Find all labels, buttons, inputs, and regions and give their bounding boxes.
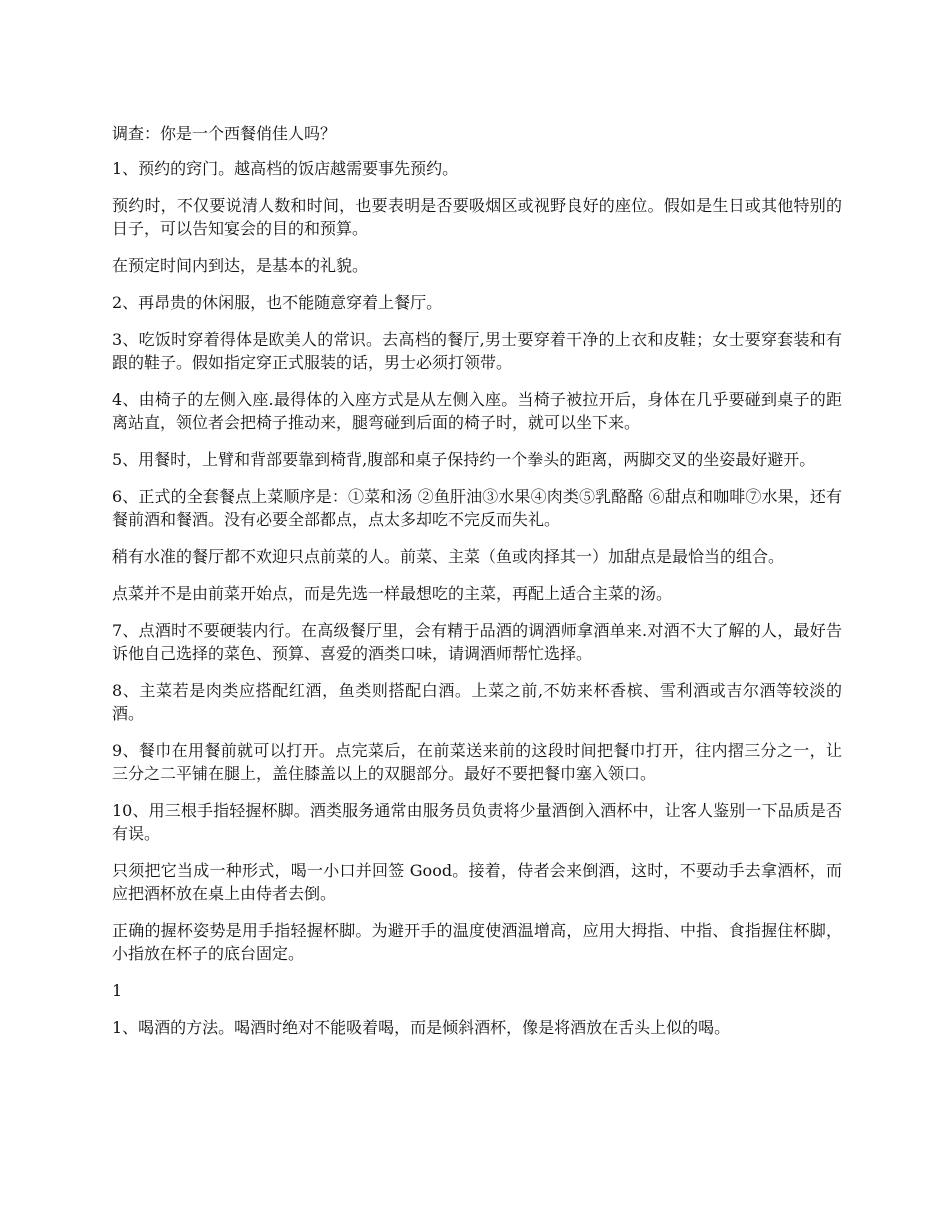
paragraph-wine-ordering: 7、点酒时不要硬装内行。在高级餐厅里，会有精于品酒的调酒师拿酒单来.对酒不大了解的人，最好告诉他自己选择的菜色、预算、喜爱的酒类口味，请调酒师帮忙选择。 <box>112 621 842 663</box>
paragraph-dress-code: 3、吃饭时穿着得体是欧美人的常识。去高档的餐厅,男士要穿着干净的上衣和皮鞋；女士要穿套装和有跟的鞋子。假如指定穿正式服装的话，男士必须打领带。 <box>112 330 842 372</box>
paragraph-section-number: 1 <box>112 981 123 1000</box>
paragraph-ordering-main: 点菜并不是由前菜开始点，而是先选一样最想吃的主菜，再配上适合主菜的汤。 <box>112 584 673 603</box>
paragraph-drinking-method: 1、喝酒的方法。喝酒时绝对不能吸着喝，而是倾斜酒杯，像是将酒放在舌头上似的喝。 <box>112 1018 731 1037</box>
paragraph-glass-holding: 10、用三根手指轻握杯脚。酒类服务通常由服务员负责将少量酒倒入酒杯中，让客人鉴别一下品质是否有误。 <box>112 801 842 843</box>
paragraph-napkin: 9、餐巾在用餐前就可以打开。点完菜后，在前菜送来前的这段时间把餐巾打开，往内摺三分之一，让三分之二平铺在腿上，盖住膝盖以上的双腿部分。最好不要把餐巾塞入领口。 <box>112 741 842 783</box>
paragraph-course-order: 6、正式的全套餐点上菜顺序是：①菜和汤 ②鱼肝油③水果④肉类⑤乳酪酪 ⑥甜点和咖啡⑦水果，还有餐前酒和餐酒。没有必要全部都点，点太多却吃不完反而失礼。 <box>112 487 842 529</box>
paragraph-reservation-details: 预约时，不仅要说清人数和时间，也要表明是否要吸烟区或视野良好的座位。假如是生日或其他特别的日子，可以告知宴会的目的和预算。 <box>112 196 842 238</box>
paragraph-arrive-on-time: 在预定时间内到达，是基本的礼貌。 <box>112 256 369 275</box>
paragraph-casual-wear: 2、再昂贵的休闲服，也不能随意穿着上餐厅。 <box>112 293 443 312</box>
paragraph-grip-posture: 正确的握杯姿势是用手指轻握杯脚。为避开手的温度使酒温增高，应用大拇指、中指、食指握住杯脚，小指放在杯子的底台固定。 <box>112 921 842 963</box>
document-title: 调查：你是一个西餐俏佳人吗？ <box>112 124 337 143</box>
document-body <box>112 122 842 1053</box>
paragraph-ordering-combo: 稍有水准的餐厅都不欢迎只点前菜的人。前菜、主菜（鱼或肉择其一）加甜点是最恰当的组合。 <box>112 547 785 566</box>
paragraph-seating: 4、由椅子的左侧入座.最得体的入座方式是从左侧入座。当椅子被拉开后，身体在几乎要碰到桌子的距离站直，领位者会把椅子推动来，腿弯碰到后面的椅子时，就可以坐下来。 <box>112 390 842 432</box>
paragraph-posture: 5、用餐时，上臂和背部要靠到椅背,腹部和桌子保持约一个拳头的距离，两脚交叉的坐姿最好避开。 <box>112 450 816 469</box>
paragraph-wine-pairing: 8、主菜若是肉类应搭配红酒，鱼类则搭配白酒。上菜之前,不妨来杯香槟、雪利酒或吉尔酒等较淡的酒。 <box>112 681 842 723</box>
paragraph-reservation: 1、预约的窍门。越高档的饭店越需要事先预约。 <box>112 159 459 178</box>
paragraph-wine-tasting: 只须把它当成一种形式，喝一小口并回签 Good。接着，侍者会来倒酒，这时，不要动手去拿酒杯，而应把酒杯放在桌上由侍者去倒。 <box>112 861 842 903</box>
